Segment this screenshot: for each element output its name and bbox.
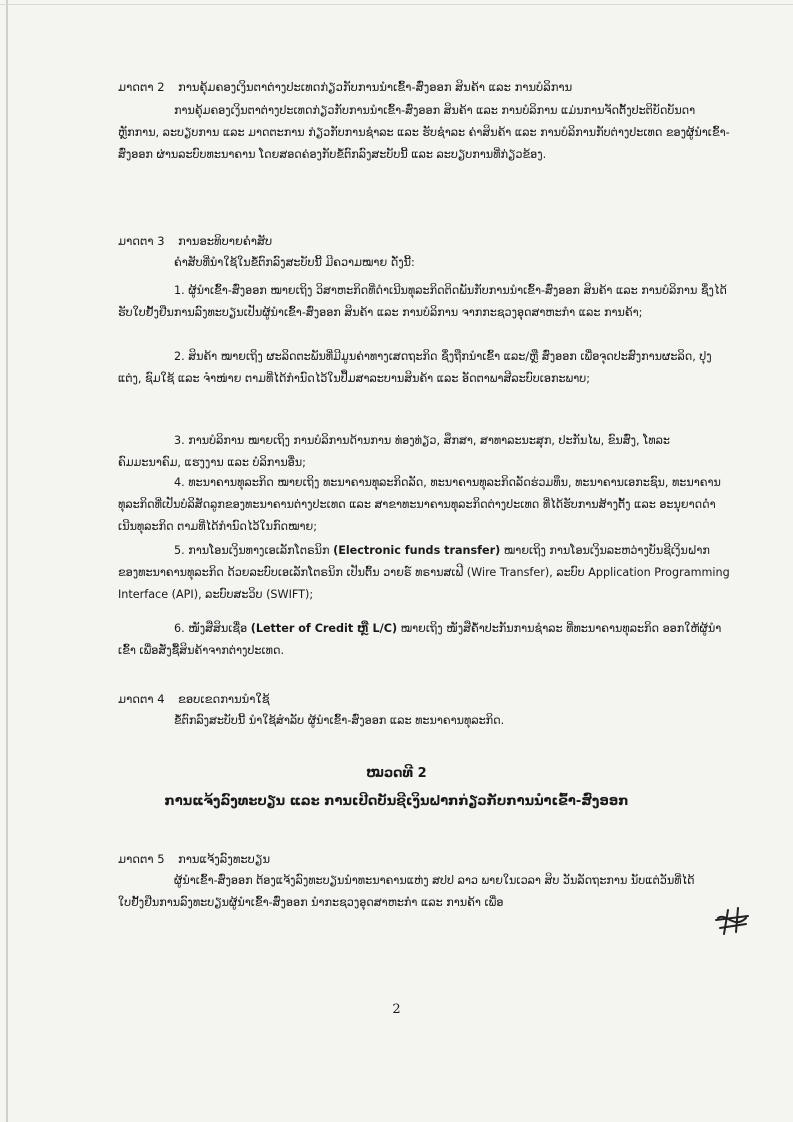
definition-text-a: 5. ການໂອນເງິນທາງເອເລັກໂຕຣນິກ: [174, 544, 334, 557]
definition-item-1: [118, 280, 730, 346]
definition-item-6: [118, 618, 730, 662]
article-3-intro: [118, 252, 730, 274]
definition-english-term: (Letter of Credit ຫຼື L/C): [250, 622, 398, 635]
article-title: ຂອບເຂດການນໍາໃຊ້: [178, 692, 270, 706]
definition-item-4: [118, 472, 730, 538]
article-number: ມາດຕາ 4: [118, 692, 165, 706]
article-5-heading: [118, 850, 730, 868]
page-number: 2: [392, 1002, 401, 1017]
article-number: ມາດຕາ 2: [118, 80, 165, 94]
article-body: ຂໍ້ຕົກລົງສະບັບນີ້ ນໍາໃຊ້ສໍາລັບ ຜູ້ນໍາເຂົ້າ-ສົ່ງອອກ ແລະ ທະນາຄານທຸລະກິດ.: [174, 714, 505, 727]
article-4-body: [118, 710, 730, 732]
handwritten-initial: [712, 906, 752, 936]
article-title: ການຄຸ້ມຄອງເງິນຕາຕ່າງປະເທດກ່ຽວກັບການນໍາເຂົ້າ-ສົ່ງອອກ ສິນຄ້າ ແລະ ການບໍລິການ: [178, 80, 573, 94]
article-number: ມາດຕາ 5: [118, 852, 165, 866]
article-2-heading: [118, 78, 730, 96]
article-body: ຜູ້ນໍາເຂົ້າ-ສົ່ງອອກ ຕ້ອງແຈ້ງລົງທະບຽນນໍາທະນາຄານແຫ່ງ ສປປ ລາວ ພາຍໃນເວລາ ສິບ ວັນລັດຖະການ ນັບແຕ່ວັນທີ່ໄດ້ໃບຢັ້ງຢືນການລົງທະບຽນຜູ້ນໍາເຂົ້າ-ສົ່ງອອກ ນໍາກະຊວງອຸດສາຫະກໍາ ແລະ ການຄ້າ ເພື່ອ: [118, 874, 695, 909]
chapter-number: ໝວດທີ 2: [366, 766, 427, 781]
definition-text: 3. ການບໍລິການ ໝາຍເຖິງ ການບໍລິການດ້ານການ ທ່ອງທ່ຽວ, ສຶກສາ, ສາທາລະນະສຸກ, ປະກັນໄພ, ຂົນສົ່ງ, ໂທລະຄົມມະນາຄົມ, ແຮງງານ ແລະ ບໍລິການອື່ນ;: [118, 434, 670, 469]
article-3-heading: [118, 232, 730, 250]
definition-text: 4. ທະນາຄານທຸລະກິດ ໝາຍເຖິງ ທະນາຄານທຸລະກິດລັດ, ທະນາຄານທຸລະກິດລັດຮ່ວມທຶນ, ທະນາຄານເອກະຊົນ, ທະນາຄານທຸລະກິດທີ່ເປັນບໍລິສັດລູກຂອງທະນາຄານຕ່າງປະເທດ ແລະ ສາຂາທະນາຄານທຸລະກິດຕ່າງປະເທດ ທີ່ໄດ້ຮັບການສ້າງຕັ້ງ ແລະ ອະນຸຍາດດໍາເນີນທຸລະກິດ ຕາມທີ່ໄດ້ກໍານົດໄວ້ໃນກົດໝາຍ;: [118, 476, 721, 533]
definition-text-a: 6. ໜັງສືສິນເຊື່ອ: [174, 622, 251, 635]
article-title: ການອະທິບາຍຄໍາສັບ: [178, 234, 273, 248]
article-4-heading: [118, 690, 730, 708]
definition-english-term: (Electronic funds transfer): [333, 544, 501, 557]
article-5-body: [118, 870, 706, 936]
article-title: ການແຈ້ງລົງທະບຽນ: [178, 852, 271, 866]
article-body: ການຄຸ້ມຄອງເງິນຕາຕ່າງປະເທດກ່ຽວກັບການນໍາເຂົ້າ-ສົ່ງອອກ ສິນຄ້າ ແລະ ການບໍລິການ ແມ່ນການຈັດຕັ້ງປະຕິບັດບັນດາຫຼັກການ, ລະບຽບການ ແລະ ມາດຕະການ ກ່ຽວກັບການຊໍາລະ ແລະ ຮັບຊໍາລະ ຄ່າສິນຄ້າ ແລະ ການບໍລິການກັບຕ່າງປະເທດ ຂອງຜູ້ນໍາເຂົ້າ-ສົ່ງອອກ ຜ່ານລະບົບທະນາຄານ ໂດຍສອດຄ່ອງກັບຂໍ້ຕົກລົງສະບັບນີ້ ແລະ ລະບຽບການທີ່ກ່ຽວຂ້ອງ.: [118, 104, 730, 161]
definition-text-b: ໝາຍເຖິງ ໜັງສືຄໍ້າປະກັນການຊໍາລະ ທີ່ທະນາຄານທຸລະກິດ ອອກໃຫ້ຜູ້ນໍາເຂົ້າ ເພື່ອສັ່ງຊື້ສິນຄ້າຈາກຕ່າງປະເທດ.: [118, 622, 722, 657]
article-2-body: [118, 100, 730, 210]
chapter-title: ການແຈ້ງລົງທະບຽນ ແລະ ການເປີດບັນຊີເງິນຝາກກ່ຽວກັບການນໍາເຂົ້າ-ສົ່ງອອກ: [164, 794, 629, 809]
definition-item-2: [118, 346, 730, 412]
article-intro: ຄໍາສັບທີ່ນໍາໃຊ້ໃນຂໍ້ຕົກລົງສະບັບນີ້ ມີຄວາມໝາຍ ດັ່ງນີ້:: [174, 256, 415, 269]
definition-text: 1. ຜູ້ນໍາເຂົ້າ-ສົ່ງອອກ ໝາຍເຖິງ ວິສາຫະກິດທີ່ດໍາເນີນທຸລະກິດຕິດພັນກັບການນໍາເຂົ້າ-ສົ່ງອອກ ສິນຄ້າ ແລະ ການບໍລິການ ຊຶ່ງໄດ້ຮັບໃບຢັ້ງຢືນການລົງທະບຽນເປັນຜູ້ນໍາເຂົ້າ-ສົ່ງອອກ ສິນຄ້າ ແລະ ການບໍລິການ ຈາກກະຊວງອຸດສາຫະກໍາ ແລະ ການຄ້າ;: [118, 284, 727, 319]
article-number: ມາດຕາ 3: [118, 234, 165, 248]
scan-edge: [6, 0, 8, 1122]
definition-text-b: ໝາຍເຖິງ ການໂອນເງິນລະຫວ່າງບັນຊີເງິນຝາກຂອງທະນາຄານທຸລະກິດ ດ້ວຍລະບົບເອເລັກໂຕຣນິກ ເປັນຕົ້ນ ວາຍຣ໌ ທຣານສເຟີ (Wire Transfer), ລະບົບ Application Programming Interface (API), ລະບົບສະວິບ (SWIFT);: [118, 544, 730, 601]
definition-text: 2. ສິນຄ້າ ໝາຍເຖິງ ຜະລິດຕະພັນທີ່ມີມູນຄ່າທາງເສດຖະກິດ ຊຶ່ງຖືກນໍາເຂົ້າ ແລະ/ຫຼື ສົ່ງອອກ ເພື່ອຈຸດປະສົງການຜະລິດ, ປຸງແຕ່ງ, ຊົມໃຊ້ ແລະ ຈໍາໜ່າຍ ຕາມທີ່ໄດ້ກໍານົດໄວ້ໃນປຶ້ມສາລະບານສິນຄ້າ ແລະ ອັດຕາພາສີລະບົບເອກະພາບ;: [118, 350, 712, 385]
definition-item-3: [118, 430, 730, 474]
definition-item-5: [118, 540, 730, 606]
scan-edge-top: [0, 4, 793, 5]
